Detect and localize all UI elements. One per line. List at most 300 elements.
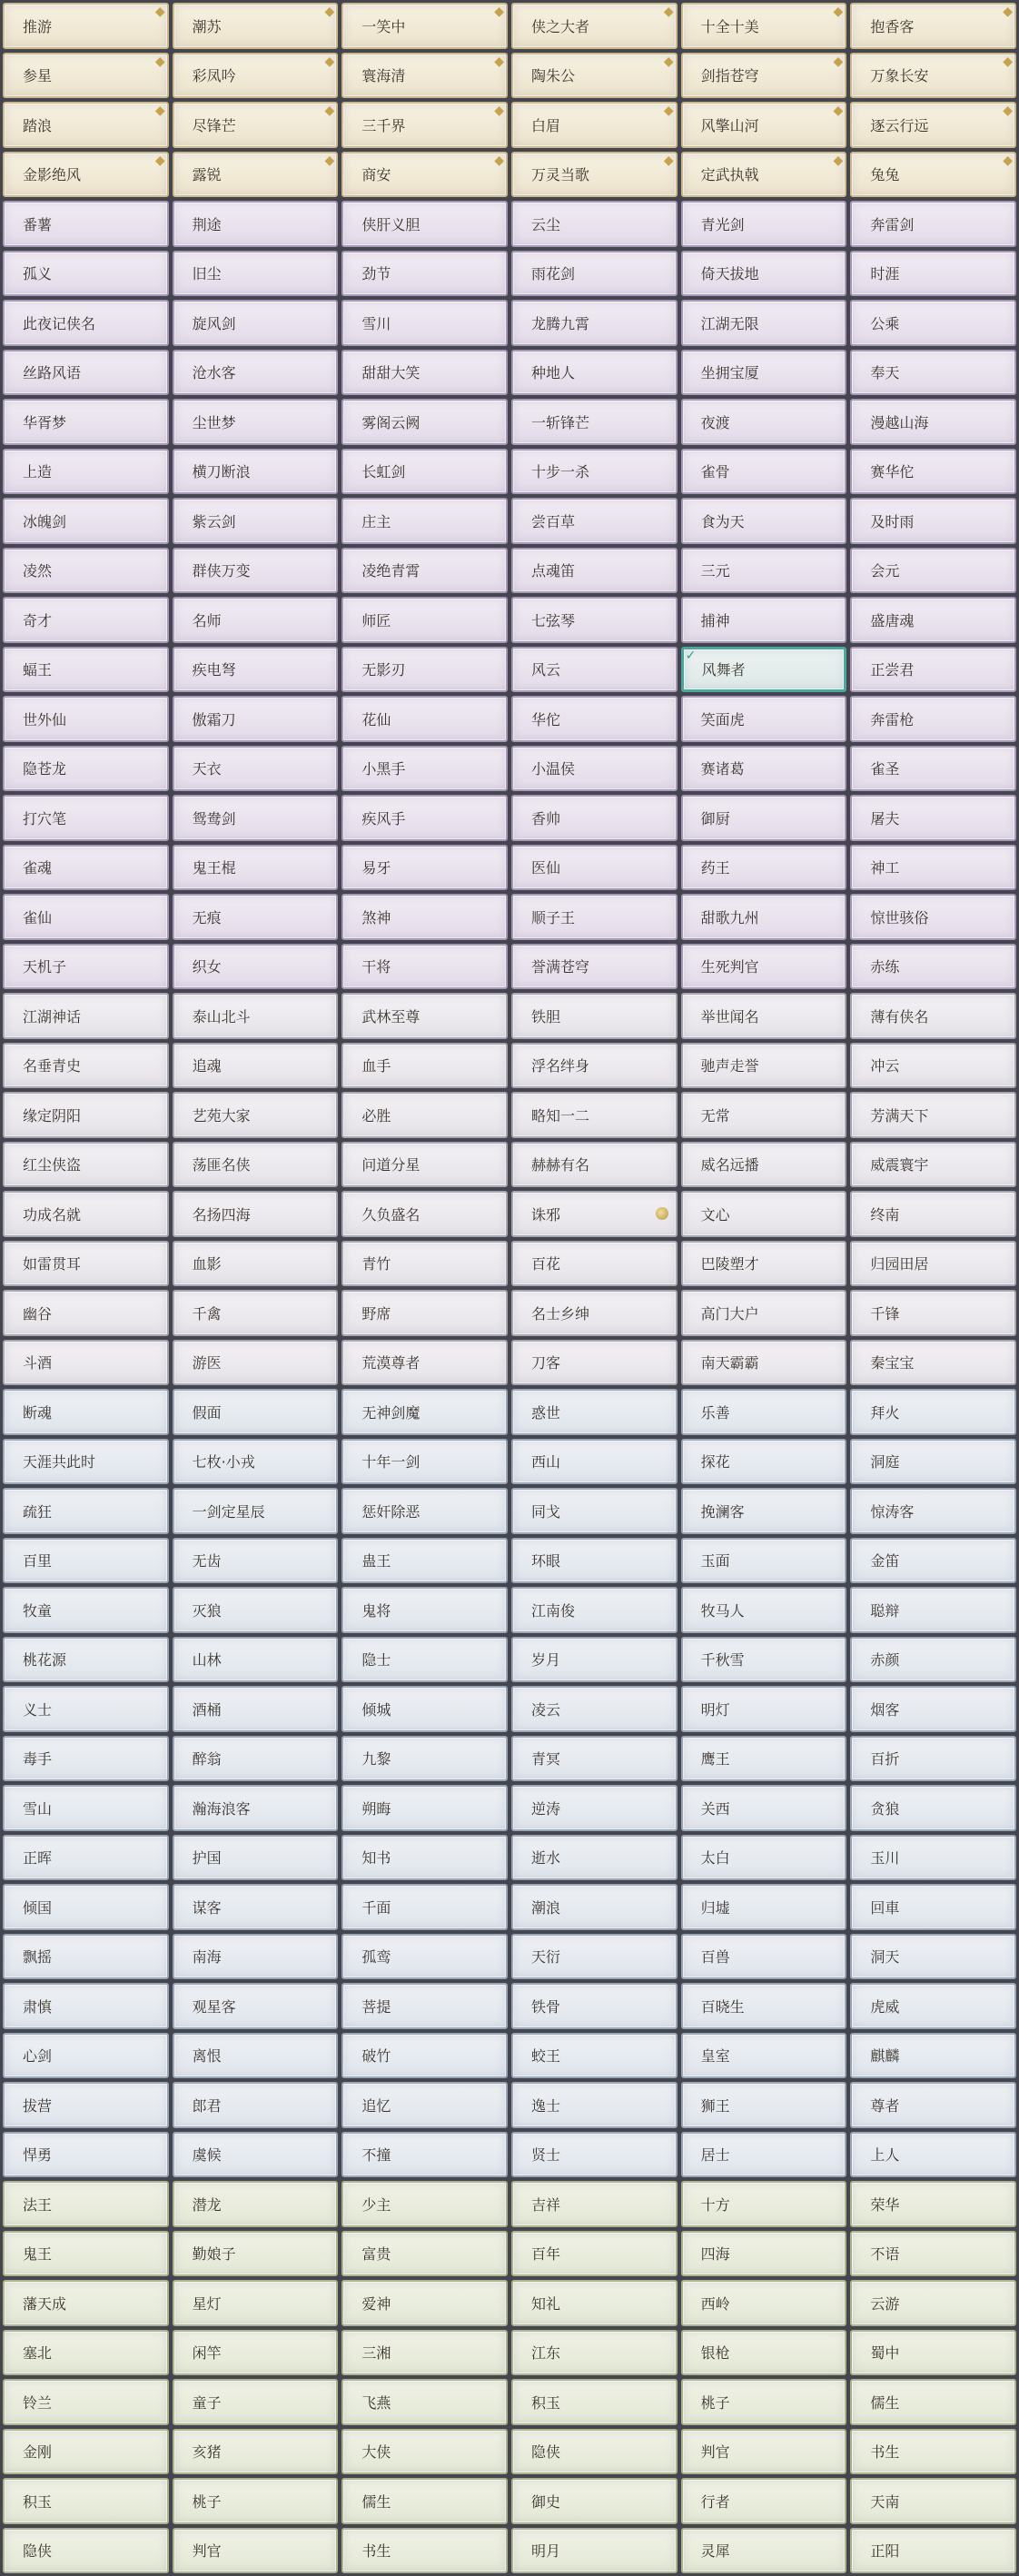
title-tile[interactable] — [511, 1389, 678, 1435]
title-tile[interactable] — [3, 894, 169, 940]
title-tile[interactable] — [173, 1884, 339, 1930]
title-tile[interactable] — [681, 993, 847, 1039]
title-tile[interactable] — [850, 944, 1016, 990]
title-tile[interactable] — [3, 1538, 169, 1584]
title-tile[interactable] — [3, 845, 169, 891]
title-tile[interactable] — [3, 1785, 169, 1831]
title-tile[interactable] — [173, 3, 339, 49]
title-tile[interactable] — [173, 2132, 339, 2178]
title-tile[interactable] — [511, 2132, 678, 2178]
title-tile[interactable] — [3, 2181, 169, 2227]
title-tile[interactable] — [341, 2231, 508, 2277]
title-tile[interactable] — [681, 498, 847, 544]
title-tile[interactable] — [681, 1637, 847, 1683]
title-tile[interactable] — [3, 1488, 169, 1534]
title-tile[interactable] — [341, 2082, 508, 2128]
title-tile[interactable] — [850, 1686, 1016, 1732]
title-tile[interactable] — [681, 1043, 847, 1089]
title-tile[interactable] — [173, 894, 339, 940]
title-tile[interactable] — [3, 2132, 169, 2178]
title-tile[interactable] — [173, 1142, 339, 1188]
title-tile[interactable] — [341, 1884, 508, 1930]
title-tile[interactable] — [511, 1290, 678, 1336]
title-tile[interactable] — [173, 696, 339, 742]
title-tile[interactable] — [681, 746, 847, 792]
title-tile[interactable] — [681, 102, 847, 148]
title-tile[interactable] — [511, 696, 678, 742]
title-tile[interactable] — [3, 1736, 169, 1782]
title-tile[interactable] — [341, 548, 508, 594]
title-tile[interactable] — [850, 746, 1016, 792]
title-tile[interactable] — [173, 1439, 339, 1485]
title-tile[interactable] — [511, 102, 678, 148]
title-tile[interactable] — [341, 2478, 508, 2524]
title-tile[interactable] — [681, 1290, 847, 1336]
title-tile[interactable] — [681, 1092, 847, 1138]
title-tile[interactable] — [3, 1439, 169, 1485]
title-tile[interactable] — [681, 2478, 847, 2524]
title-tile[interactable] — [681, 1736, 847, 1782]
title-tile[interactable] — [173, 399, 339, 445]
title-tile[interactable] — [511, 53, 678, 99]
title-tile[interactable] — [341, 1439, 508, 1485]
title-tile[interactable] — [511, 746, 678, 792]
title-tile[interactable] — [850, 2478, 1016, 2524]
title-tile[interactable] — [341, 2280, 508, 2326]
title-tile[interactable] — [681, 53, 847, 99]
title-tile[interactable] — [850, 1538, 1016, 1584]
title-tile[interactable] — [3, 1835, 169, 1881]
title-tile[interactable] — [681, 2181, 847, 2227]
title-tile[interactable] — [173, 944, 339, 990]
title-tile[interactable] — [3, 1241, 169, 1287]
title-tile[interactable] — [681, 1835, 847, 1881]
title-tile[interactable] — [511, 300, 678, 346]
title-tile[interactable] — [173, 251, 339, 297]
title-tile[interactable] — [681, 2330, 847, 2376]
title-tile[interactable] — [850, 152, 1016, 198]
title-tile[interactable] — [850, 102, 1016, 148]
title-tile[interactable] — [3, 1637, 169, 1683]
title-tile[interactable] — [341, 1191, 508, 1237]
title-tile[interactable] — [3, 2478, 169, 2524]
title-tile[interactable] — [850, 2280, 1016, 2326]
title-tile[interactable] — [681, 1389, 847, 1435]
title-tile[interactable] — [850, 2181, 1016, 2227]
title-tile[interactable] — [681, 647, 847, 693]
title-tile[interactable] — [850, 2231, 1016, 2277]
title-tile[interactable] — [173, 1587, 339, 1633]
title-tile[interactable] — [173, 993, 339, 1039]
title-tile[interactable] — [511, 152, 678, 198]
title-tile[interactable] — [511, 201, 678, 247]
title-tile[interactable] — [341, 498, 508, 544]
title-tile[interactable] — [511, 597, 678, 643]
title-tile[interactable] — [681, 1934, 847, 1980]
title-tile[interactable] — [511, 1092, 678, 1138]
title-tile[interactable] — [173, 2181, 339, 2227]
title-tile[interactable] — [173, 2478, 339, 2524]
title-tile[interactable] — [341, 2181, 508, 2227]
title-tile[interactable] — [3, 2082, 169, 2128]
title-tile[interactable] — [341, 201, 508, 247]
title-tile[interactable] — [3, 1983, 169, 2029]
title-tile[interactable] — [511, 2280, 678, 2326]
title-tile[interactable] — [850, 1835, 1016, 1881]
title-tile[interactable] — [511, 1538, 678, 1584]
title-tile[interactable] — [511, 2231, 678, 2277]
title-tile[interactable] — [341, 1340, 508, 1386]
title-tile[interactable] — [850, 597, 1016, 643]
title-tile[interactable] — [850, 1092, 1016, 1138]
title-tile[interactable] — [173, 845, 339, 891]
title-tile[interactable] — [681, 1686, 847, 1732]
title-tile[interactable] — [3, 300, 169, 346]
title-tile[interactable] — [850, 1340, 1016, 1386]
title-tile[interactable] — [850, 2429, 1016, 2475]
title-tile[interactable] — [341, 3, 508, 49]
title-tile[interactable] — [511, 1191, 678, 1237]
title-tile[interactable] — [681, 845, 847, 891]
title-tile[interactable] — [341, 845, 508, 891]
title-tile[interactable] — [341, 696, 508, 742]
title-tile[interactable] — [681, 2280, 847, 2326]
title-tile[interactable] — [850, 1637, 1016, 1683]
title-tile[interactable] — [850, 1488, 1016, 1534]
title-tile[interactable] — [173, 2082, 339, 2128]
title-tile[interactable] — [3, 498, 169, 544]
title-tile[interactable] — [173, 1686, 339, 1732]
title-tile[interactable] — [850, 251, 1016, 297]
title-tile[interactable] — [511, 1439, 678, 1485]
title-tile[interactable] — [511, 1934, 678, 1980]
title-tile[interactable] — [341, 1241, 508, 1287]
title-tile[interactable] — [173, 1241, 339, 1287]
title-tile[interactable] — [341, 2330, 508, 2376]
title-tile[interactable] — [511, 498, 678, 544]
title-tile[interactable] — [850, 993, 1016, 1039]
title-tile[interactable] — [341, 1587, 508, 1633]
title-tile[interactable] — [511, 2478, 678, 2524]
title-tile[interactable] — [341, 2429, 508, 2475]
title-tile[interactable] — [850, 1241, 1016, 1287]
title-tile[interactable] — [850, 2082, 1016, 2128]
title-tile[interactable] — [850, 1439, 1016, 1485]
title-tile[interactable] — [850, 1389, 1016, 1435]
title-tile[interactable] — [681, 2033, 847, 2079]
title-tile[interactable] — [173, 152, 339, 198]
title-tile[interactable] — [3, 2379, 169, 2425]
title-tile[interactable] — [681, 696, 847, 742]
title-tile[interactable] — [511, 1983, 678, 2029]
title-tile[interactable] — [173, 1290, 339, 1336]
title-tile[interactable] — [173, 548, 339, 594]
title-tile[interactable] — [681, 1785, 847, 1831]
title-tile[interactable] — [341, 300, 508, 346]
title-tile[interactable] — [511, 2033, 678, 2079]
title-tile[interactable] — [681, 894, 847, 940]
title-tile[interactable] — [850, 1191, 1016, 1237]
title-tile[interactable] — [341, 1538, 508, 1584]
title-tile[interactable] — [3, 449, 169, 495]
title-tile[interactable] — [511, 2330, 678, 2376]
title-tile[interactable] — [511, 1736, 678, 1782]
title-tile[interactable] — [3, 944, 169, 990]
title-tile[interactable] — [850, 1785, 1016, 1831]
title-tile[interactable] — [173, 795, 339, 841]
title-tile[interactable] — [341, 746, 508, 792]
title-tile[interactable] — [850, 399, 1016, 445]
title-tile[interactable] — [850, 1587, 1016, 1633]
title-tile[interactable] — [173, 2528, 339, 2574]
title-tile[interactable] — [850, 1043, 1016, 1089]
title-tile[interactable] — [173, 2379, 339, 2425]
title-tile[interactable] — [681, 795, 847, 841]
title-tile[interactable] — [681, 1142, 847, 1188]
title-tile[interactable] — [341, 647, 508, 693]
title-tile[interactable] — [3, 548, 169, 594]
title-tile[interactable] — [3, 2429, 169, 2475]
title-tile[interactable] — [173, 746, 339, 792]
title-tile[interactable] — [511, 2429, 678, 2475]
title-tile[interactable] — [681, 350, 847, 396]
title-tile[interactable] — [341, 1686, 508, 1732]
title-tile[interactable] — [173, 201, 339, 247]
title-tile[interactable] — [850, 201, 1016, 247]
title-tile[interactable] — [850, 2379, 1016, 2425]
title-tile[interactable] — [681, 201, 847, 247]
title-tile[interactable] — [3, 251, 169, 297]
title-tile[interactable] — [341, 1142, 508, 1188]
title-tile[interactable] — [173, 1934, 339, 1980]
title-tile[interactable] — [3, 1389, 169, 1435]
title-tile[interactable] — [681, 152, 847, 198]
title-tile[interactable] — [173, 1983, 339, 2029]
title-tile[interactable] — [173, 1340, 339, 1386]
title-tile[interactable] — [511, 2528, 678, 2574]
title-tile[interactable] — [681, 300, 847, 346]
title-tile[interactable] — [681, 597, 847, 643]
title-tile[interactable] — [341, 2379, 508, 2425]
title-tile[interactable] — [3, 53, 169, 99]
title-tile[interactable] — [511, 1340, 678, 1386]
title-tile[interactable] — [850, 449, 1016, 495]
title-tile[interactable] — [341, 152, 508, 198]
title-tile[interactable] — [850, 2330, 1016, 2376]
title-tile[interactable] — [341, 1290, 508, 1336]
title-tile[interactable] — [511, 1043, 678, 1089]
title-tile[interactable] — [511, 399, 678, 445]
title-tile[interactable] — [341, 1736, 508, 1782]
title-tile[interactable] — [341, 449, 508, 495]
title-tile[interactable] — [173, 350, 339, 396]
title-tile[interactable] — [341, 944, 508, 990]
title-tile[interactable] — [173, 1191, 339, 1237]
title-tile[interactable] — [3, 201, 169, 247]
title-tile[interactable] — [850, 1934, 1016, 1980]
title-tile[interactable] — [511, 350, 678, 396]
title-tile[interactable] — [850, 845, 1016, 891]
title-tile[interactable] — [341, 795, 508, 841]
title-tile[interactable] — [173, 1785, 339, 1831]
title-tile[interactable] — [850, 795, 1016, 841]
title-tile[interactable] — [3, 2528, 169, 2574]
title-tile[interactable] — [341, 399, 508, 445]
title-tile[interactable] — [850, 1983, 1016, 2029]
title-tile[interactable] — [681, 1439, 847, 1485]
title-tile[interactable] — [511, 1637, 678, 1683]
title-tile[interactable] — [511, 894, 678, 940]
title-tile[interactable] — [3, 399, 169, 445]
title-tile[interactable] — [850, 350, 1016, 396]
title-tile[interactable] — [511, 993, 678, 1039]
title-tile[interactable] — [341, 1389, 508, 1435]
title-tile[interactable] — [3, 152, 169, 198]
title-tile[interactable] — [3, 696, 169, 742]
title-tile[interactable] — [3, 647, 169, 693]
title-tile[interactable] — [173, 1835, 339, 1881]
title-tile[interactable] — [173, 498, 339, 544]
title-tile[interactable] — [341, 2528, 508, 2574]
title-tile[interactable] — [850, 1290, 1016, 1336]
title-tile[interactable] — [511, 1686, 678, 1732]
title-tile[interactable] — [681, 1538, 847, 1584]
title-tile[interactable] — [341, 1488, 508, 1534]
title-tile[interactable] — [173, 1092, 339, 1138]
title-tile[interactable] — [341, 894, 508, 940]
title-tile[interactable] — [3, 2231, 169, 2277]
title-tile[interactable] — [3, 102, 169, 148]
title-tile[interactable] — [3, 1884, 169, 1930]
title-tile[interactable] — [681, 1488, 847, 1534]
title-tile[interactable] — [3, 1043, 169, 1089]
title-tile[interactable] — [511, 1785, 678, 1831]
title-tile[interactable] — [341, 1043, 508, 1089]
title-tile[interactable] — [681, 2132, 847, 2178]
title-tile[interactable] — [341, 1983, 508, 2029]
title-tile[interactable] — [681, 1983, 847, 2029]
title-tile[interactable] — [3, 1686, 169, 1732]
title-tile[interactable] — [681, 2528, 847, 2574]
title-tile[interactable] — [511, 1587, 678, 1633]
title-tile[interactable] — [3, 1290, 169, 1336]
title-tile[interactable] — [681, 1340, 847, 1386]
title-tile[interactable] — [173, 2280, 339, 2326]
title-tile[interactable] — [341, 350, 508, 396]
title-tile[interactable] — [341, 2033, 508, 2079]
title-tile[interactable] — [3, 746, 169, 792]
title-tile[interactable] — [511, 548, 678, 594]
title-tile[interactable] — [173, 102, 339, 148]
title-tile[interactable] — [681, 944, 847, 990]
title-tile[interactable] — [173, 449, 339, 495]
title-tile[interactable] — [681, 3, 847, 49]
title-tile[interactable] — [511, 845, 678, 891]
title-tile[interactable] — [173, 1637, 339, 1683]
title-tile[interactable] — [173, 1736, 339, 1782]
title-tile[interactable] — [511, 2181, 678, 2227]
title-tile[interactable] — [681, 399, 847, 445]
title-tile[interactable] — [850, 1142, 1016, 1188]
title-tile[interactable] — [341, 251, 508, 297]
title-tile[interactable] — [511, 251, 678, 297]
title-tile[interactable] — [173, 53, 339, 99]
title-tile[interactable] — [850, 2033, 1016, 2079]
title-tile[interactable] — [681, 2429, 847, 2475]
title-tile[interactable] — [850, 300, 1016, 346]
title-tile[interactable] — [341, 1092, 508, 1138]
title-tile[interactable] — [341, 1637, 508, 1683]
title-tile[interactable] — [3, 993, 169, 1039]
title-tile[interactable] — [341, 1934, 508, 1980]
title-tile[interactable] — [173, 2231, 339, 2277]
title-tile[interactable] — [341, 2132, 508, 2178]
title-tile[interactable] — [511, 795, 678, 841]
title-tile[interactable] — [850, 1884, 1016, 1930]
title-tile[interactable] — [681, 1884, 847, 1930]
title-tile[interactable] — [173, 1538, 339, 1584]
title-tile[interactable] — [511, 647, 678, 693]
title-tile[interactable] — [850, 53, 1016, 99]
title-tile[interactable] — [173, 300, 339, 346]
title-tile[interactable] — [850, 2132, 1016, 2178]
title-tile[interactable] — [341, 993, 508, 1039]
title-tile[interactable] — [511, 449, 678, 495]
title-tile[interactable] — [850, 696, 1016, 742]
title-tile[interactable] — [681, 1241, 847, 1287]
title-tile[interactable] — [511, 1488, 678, 1534]
title-tile[interactable] — [3, 350, 169, 396]
title-tile[interactable] — [681, 2379, 847, 2425]
title-tile[interactable] — [3, 795, 169, 841]
title-tile[interactable] — [3, 2330, 169, 2376]
title-tile[interactable] — [511, 944, 678, 990]
title-tile[interactable] — [173, 597, 339, 643]
title-tile[interactable] — [341, 1835, 508, 1881]
title-tile[interactable] — [3, 3, 169, 49]
title-tile[interactable] — [341, 597, 508, 643]
title-tile[interactable] — [3, 1340, 169, 1386]
title-tile[interactable] — [850, 894, 1016, 940]
title-tile[interactable] — [511, 2082, 678, 2128]
title-tile[interactable] — [3, 1142, 169, 1188]
title-tile[interactable] — [681, 1191, 847, 1237]
title-tile[interactable] — [511, 1241, 678, 1287]
title-tile[interactable] — [173, 1389, 339, 1435]
title-tile[interactable] — [3, 1934, 169, 1980]
title-tile[interactable] — [681, 548, 847, 594]
title-tile[interactable] — [511, 1835, 678, 1881]
title-tile[interactable] — [511, 3, 678, 49]
title-tile[interactable] — [850, 1736, 1016, 1782]
title-tile[interactable] — [3, 1587, 169, 1633]
title-tile[interactable] — [681, 251, 847, 297]
title-tile[interactable] — [850, 548, 1016, 594]
title-tile[interactable] — [681, 2082, 847, 2128]
title-tile[interactable] — [3, 597, 169, 643]
title-tile[interactable] — [511, 1884, 678, 1930]
title-tile[interactable] — [850, 2528, 1016, 2574]
title-tile[interactable] — [511, 2379, 678, 2425]
title-tile[interactable] — [173, 1488, 339, 1534]
title-tile[interactable] — [173, 2429, 339, 2475]
title-tile[interactable] — [3, 1191, 169, 1237]
title-tile[interactable] — [173, 2330, 339, 2376]
title-tile[interactable] — [341, 1785, 508, 1831]
title-tile[interactable] — [173, 2033, 339, 2079]
title-tile[interactable] — [173, 647, 339, 693]
title-tile[interactable] — [850, 3, 1016, 49]
